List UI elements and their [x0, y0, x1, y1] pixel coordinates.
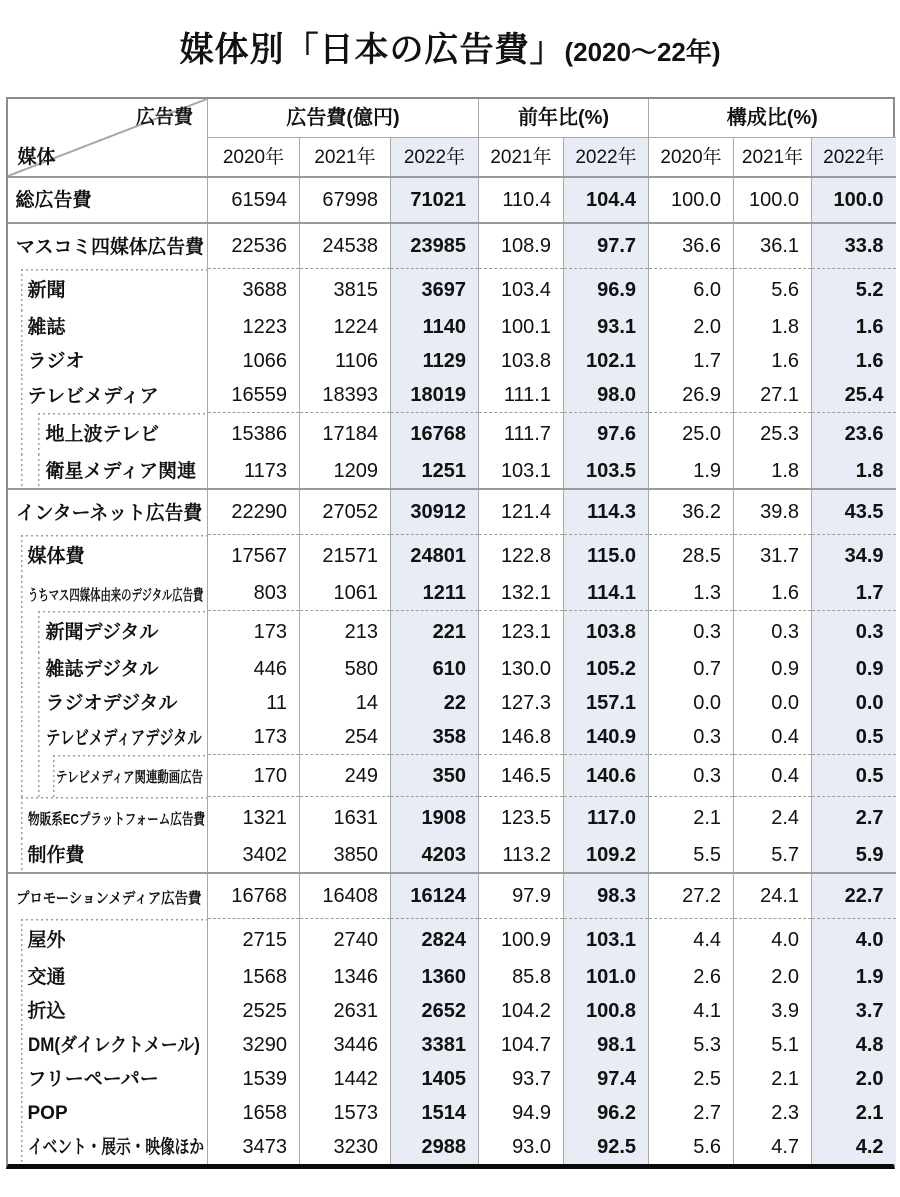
cell-value: 30912: [391, 489, 479, 535]
cell-value: 2652: [391, 994, 479, 1028]
row-label: プロモーションメディア広告費: [8, 873, 208, 919]
table-row: [8, 344, 896, 378]
cell-value: 2.1: [812, 1096, 896, 1130]
cell-value: 36.6: [649, 223, 734, 269]
cell-value: 3230: [300, 1130, 391, 1164]
cell-value: 100.9: [479, 919, 564, 961]
cell-value: 2.5: [649, 1062, 734, 1096]
cell-value: 213: [300, 611, 391, 653]
cell-value: 104.4: [564, 177, 649, 223]
cell-value: 1140: [391, 310, 479, 344]
cell-value: 1539: [208, 1062, 300, 1096]
cell-value: 127.3: [479, 686, 564, 720]
cell-value: 3402: [208, 838, 300, 873]
cell-value: 1346: [300, 960, 391, 994]
cell-value: 2988: [391, 1130, 479, 1164]
cell-value: 96.9: [564, 269, 649, 311]
table-row: [8, 611, 896, 653]
cell-value: 101.0: [564, 960, 649, 994]
table-row: [8, 720, 896, 755]
row-label: 雑誌: [8, 310, 208, 344]
cell-value: 4.0: [812, 919, 896, 961]
cell-value: 1223: [208, 310, 300, 344]
cell-value: 39.8: [734, 489, 812, 535]
cell-value: 0.4: [734, 720, 812, 755]
table-row: [8, 310, 896, 344]
cell-value: 5.1: [734, 1028, 812, 1062]
row-label: インターネット広告費: [8, 489, 208, 535]
cell-value: 803: [208, 576, 300, 611]
cell-value: 122.8: [479, 535, 564, 577]
cell-value: 4.0: [734, 919, 812, 961]
cell-value: 93.1: [564, 310, 649, 344]
cell-value: 610: [391, 652, 479, 686]
cell-value: 103.8: [564, 611, 649, 653]
cell-value: 16768: [391, 413, 479, 455]
column-header-cost-2021: 2021年: [300, 138, 391, 178]
cell-value: 4.2: [812, 1130, 896, 1164]
corner-header-cell: [8, 99, 208, 177]
cell-value: 1066: [208, 344, 300, 378]
cell-value: 446: [208, 652, 300, 686]
corner-label-media: 媒体: [17, 147, 56, 169]
row-label: ラジオ: [8, 344, 208, 378]
cell-value: 16559: [208, 378, 300, 413]
cell-value: 1.6: [812, 310, 896, 344]
column-group-yoy: 前年比(%): [479, 99, 649, 138]
column-header-cost-2020: 2020年: [208, 138, 300, 178]
cell-value: 5.5: [649, 838, 734, 873]
cell-value: 3697: [391, 269, 479, 311]
table-row: [8, 994, 896, 1028]
cell-value: 103.8: [479, 344, 564, 378]
cell-value: 61594: [208, 177, 300, 223]
row-label: イベント・展示・映像ほか: [8, 1130, 208, 1164]
cell-value: 108.9: [479, 223, 564, 269]
table-row: [8, 1028, 896, 1062]
cell-value: 1908: [391, 797, 479, 839]
cell-value: 31.7: [734, 535, 812, 577]
cell-value: 1.8: [734, 310, 812, 344]
cell-value: 0.5: [812, 755, 896, 797]
cell-value: 5.6: [734, 269, 812, 311]
table-row: [8, 454, 896, 489]
cell-value: 173: [208, 720, 300, 755]
cell-value: 93.0: [479, 1130, 564, 1164]
cell-value: 3.9: [734, 994, 812, 1028]
cell-value: 27052: [300, 489, 391, 535]
cell-value: 0.5: [812, 720, 896, 755]
row-label: 新聞デジタル: [8, 611, 208, 653]
cell-value: 2.7: [649, 1096, 734, 1130]
cell-value: 5.9: [812, 838, 896, 873]
cell-value: 17184: [300, 413, 391, 455]
cell-value: 140.6: [564, 755, 649, 797]
cell-value: 2525: [208, 994, 300, 1028]
cell-value: 2.6: [649, 960, 734, 994]
cell-value: 114.3: [564, 489, 649, 535]
table-row: [8, 269, 896, 311]
table-row: [8, 873, 896, 919]
row-label: 交通: [8, 960, 208, 994]
cell-value: 105.2: [564, 652, 649, 686]
cell-value: 11: [208, 686, 300, 720]
cell-value: 67998: [300, 177, 391, 223]
cell-value: 3381: [391, 1028, 479, 1062]
cell-value: 0.4: [734, 755, 812, 797]
cell-value: 4203: [391, 838, 479, 873]
cell-value: 140.9: [564, 720, 649, 755]
cell-value: 1631: [300, 797, 391, 839]
cell-value: 3446: [300, 1028, 391, 1062]
cell-value: 97.6: [564, 413, 649, 455]
cell-value: 0.3: [812, 611, 896, 653]
cell-value: 3.7: [812, 994, 896, 1028]
cell-value: 146.5: [479, 755, 564, 797]
cell-value: 85.8: [479, 960, 564, 994]
cell-value: 16768: [208, 873, 300, 919]
table-row: [8, 960, 896, 994]
row-label: テレビメディアデジタル: [8, 720, 208, 755]
cell-value: 97.7: [564, 223, 649, 269]
cell-value: 4.1: [649, 994, 734, 1028]
table-row: [8, 1096, 896, 1130]
cell-value: 102.1: [564, 344, 649, 378]
cell-value: 98.1: [564, 1028, 649, 1062]
cell-value: 2.4: [734, 797, 812, 839]
cell-value: 0.3: [649, 720, 734, 755]
cell-value: 15386: [208, 413, 300, 455]
cell-value: 2.1: [649, 797, 734, 839]
cell-value: 3290: [208, 1028, 300, 1062]
cell-value: 1.6: [812, 344, 896, 378]
table-row: [8, 797, 896, 839]
cell-value: 117.0: [564, 797, 649, 839]
ad-spend-table: [8, 99, 896, 1164]
column-header-cost-2022: 2022年: [391, 138, 479, 178]
page-title-period: (2020〜22年): [564, 37, 721, 67]
cell-value: 23985: [391, 223, 479, 269]
page-title: [0, 32, 900, 69]
row-label: POP: [8, 1096, 208, 1130]
row-label: 雑誌デジタル: [8, 652, 208, 686]
cell-value: 170: [208, 755, 300, 797]
table-row: [8, 177, 896, 223]
cell-value: 27.2: [649, 873, 734, 919]
cell-value: 110.4: [479, 177, 564, 223]
cell-value: 2.3: [734, 1096, 812, 1130]
cell-value: 103.4: [479, 269, 564, 311]
cell-value: 4.8: [812, 1028, 896, 1062]
cell-value: 0.7: [649, 652, 734, 686]
cell-value: 0.0: [734, 686, 812, 720]
cell-value: 157.1: [564, 686, 649, 720]
cell-value: 1224: [300, 310, 391, 344]
table-body: [8, 177, 896, 1164]
cell-value: 111.7: [479, 413, 564, 455]
cell-value: 3688: [208, 269, 300, 311]
cell-value: 27.1: [734, 378, 812, 413]
cell-value: 100.0: [649, 177, 734, 223]
row-label: うちマス四媒体由来のデジタル広告費: [8, 576, 208, 611]
cell-value: 100.1: [479, 310, 564, 344]
cell-value: 100.8: [564, 994, 649, 1028]
cell-value: 104.7: [479, 1028, 564, 1062]
cell-value: 2.1: [734, 1062, 812, 1096]
cell-value: 254: [300, 720, 391, 755]
cell-value: 1173: [208, 454, 300, 489]
cell-value: 358: [391, 720, 479, 755]
cell-value: 249: [300, 755, 391, 797]
cell-value: 1129: [391, 344, 479, 378]
cell-value: 1573: [300, 1096, 391, 1130]
ad-spend-table-wrap: [6, 97, 895, 1169]
cell-value: 123.1: [479, 611, 564, 653]
cell-value: 96.2: [564, 1096, 649, 1130]
column-header-share-2022: 2022年: [812, 138, 896, 178]
cell-value: 24801: [391, 535, 479, 577]
cell-value: 5.6: [649, 1130, 734, 1164]
table-row: [8, 919, 896, 961]
row-label: 地上波テレビ: [8, 413, 208, 455]
table-row: [8, 378, 896, 413]
cell-value: 1251: [391, 454, 479, 489]
row-label: 新聞: [8, 269, 208, 311]
cell-value: 2824: [391, 919, 479, 961]
row-label: 物販系ECプラットフォーム広告費: [8, 797, 208, 839]
cell-value: 113.2: [479, 838, 564, 873]
cell-value: 1.6: [734, 344, 812, 378]
cell-value: 1.9: [649, 454, 734, 489]
row-label: DM(ダイレクトメール): [8, 1028, 208, 1062]
row-label: ラジオデジタル: [8, 686, 208, 720]
cell-value: 16408: [300, 873, 391, 919]
cell-value: 2631: [300, 994, 391, 1028]
row-label: テレビメディア関連動画広告: [8, 755, 208, 797]
cell-value: 1.8: [734, 454, 812, 489]
cell-value: 22536: [208, 223, 300, 269]
cell-value: 71021: [391, 177, 479, 223]
cell-value: 1.7: [812, 576, 896, 611]
cell-value: 33.8: [812, 223, 896, 269]
cell-value: 350: [391, 755, 479, 797]
cell-value: 36.1: [734, 223, 812, 269]
cell-value: 5.2: [812, 269, 896, 311]
table-row: [8, 489, 896, 535]
cell-value: 24538: [300, 223, 391, 269]
cell-value: 1.9: [812, 960, 896, 994]
cell-value: 4.4: [649, 919, 734, 961]
cell-value: 123.5: [479, 797, 564, 839]
cell-value: 115.0: [564, 535, 649, 577]
cell-value: 103.5: [564, 454, 649, 489]
cell-value: 1514: [391, 1096, 479, 1130]
cell-value: 1321: [208, 797, 300, 839]
cell-value: 3815: [300, 269, 391, 311]
table-row: [8, 1130, 896, 1164]
row-label: テレビメディア: [8, 378, 208, 413]
table-row: [8, 1062, 896, 1096]
cell-value: 121.4: [479, 489, 564, 535]
cell-value: 25.4: [812, 378, 896, 413]
cell-value: 34.9: [812, 535, 896, 577]
row-label: 折込: [8, 994, 208, 1028]
cell-value: 23.6: [812, 413, 896, 455]
column-group-cost: 広告費(億円): [208, 99, 479, 138]
cell-value: 93.7: [479, 1062, 564, 1096]
column-header-yoy-2022: 2022年: [564, 138, 649, 178]
cell-value: 0.9: [734, 652, 812, 686]
cell-value: 103.1: [564, 919, 649, 961]
table-row: [8, 576, 896, 611]
cell-value: 14: [300, 686, 391, 720]
column-group-share: 構成比(%): [649, 99, 896, 138]
cell-value: 25.0: [649, 413, 734, 455]
cell-value: 130.0: [479, 652, 564, 686]
cell-value: 43.5: [812, 489, 896, 535]
cell-value: 6.0: [649, 269, 734, 311]
cell-value: 0.0: [649, 686, 734, 720]
table-row: [8, 413, 896, 455]
cell-value: 104.2: [479, 994, 564, 1028]
cell-value: 92.5: [564, 1130, 649, 1164]
cell-value: 97.4: [564, 1062, 649, 1096]
cell-value: 3850: [300, 838, 391, 873]
cell-value: 1.8: [812, 454, 896, 489]
column-header-yoy-2021: 2021年: [479, 138, 564, 178]
cell-value: 1209: [300, 454, 391, 489]
page-title-main: 媒体別「日本の広告費」: [179, 31, 565, 69]
table-row: [8, 223, 896, 269]
cell-value: 97.9: [479, 873, 564, 919]
cell-value: 28.5: [649, 535, 734, 577]
cell-value: 2715: [208, 919, 300, 961]
cell-value: 18393: [300, 378, 391, 413]
row-label: 総広告費: [8, 177, 208, 223]
cell-value: 580: [300, 652, 391, 686]
cell-value: 1568: [208, 960, 300, 994]
cell-value: 17567: [208, 535, 300, 577]
cell-value: 100.0: [812, 177, 896, 223]
cell-value: 100.0: [734, 177, 812, 223]
cell-value: 24.1: [734, 873, 812, 919]
corner-label-cost: 広告費: [135, 107, 193, 129]
cell-value: 25.3: [734, 413, 812, 455]
cell-value: 16124: [391, 873, 479, 919]
cell-value: 1.6: [734, 576, 812, 611]
cell-value: 2.0: [734, 960, 812, 994]
cell-value: 114.1: [564, 576, 649, 611]
table-row: [8, 686, 896, 720]
cell-value: 111.1: [479, 378, 564, 413]
cell-value: 22290: [208, 489, 300, 535]
cell-value: 2.7: [812, 797, 896, 839]
cell-value: 36.2: [649, 489, 734, 535]
cell-value: 1211: [391, 576, 479, 611]
cell-value: 5.7: [734, 838, 812, 873]
cell-value: 98.0: [564, 378, 649, 413]
cell-value: 22: [391, 686, 479, 720]
column-header-share-2021: 2021年: [734, 138, 812, 178]
cell-value: 18019: [391, 378, 479, 413]
cell-value: 2.0: [649, 310, 734, 344]
row-label: 屋外: [8, 919, 208, 961]
table-row: [8, 535, 896, 577]
cell-value: 1.3: [649, 576, 734, 611]
table-row: [8, 652, 896, 686]
cell-value: 1061: [300, 576, 391, 611]
cell-value: 0.9: [812, 652, 896, 686]
cell-value: 0.3: [649, 611, 734, 653]
cell-value: 98.3: [564, 873, 649, 919]
cell-value: 21571: [300, 535, 391, 577]
cell-value: 94.9: [479, 1096, 564, 1130]
cell-value: 3473: [208, 1130, 300, 1164]
cell-value: 221: [391, 611, 479, 653]
cell-value: 22.7: [812, 873, 896, 919]
cell-value: 0.0: [812, 686, 896, 720]
cell-value: 132.1: [479, 576, 564, 611]
cell-value: 1360: [391, 960, 479, 994]
row-label: 媒体費: [8, 535, 208, 577]
column-header-share-2020: 2020年: [649, 138, 734, 178]
row-label: 衛星メディア関連: [8, 454, 208, 489]
cell-value: 2.0: [812, 1062, 896, 1096]
cell-value: 26.9: [649, 378, 734, 413]
cell-value: 1405: [391, 1062, 479, 1096]
cell-value: 1442: [300, 1062, 391, 1096]
header-group-row: [8, 99, 896, 138]
cell-value: 146.8: [479, 720, 564, 755]
cell-value: 109.2: [564, 838, 649, 873]
cell-value: 5.3: [649, 1028, 734, 1062]
cell-value: 173: [208, 611, 300, 653]
cell-value: 4.7: [734, 1130, 812, 1164]
table-row: [8, 755, 896, 797]
cell-value: 1.7: [649, 344, 734, 378]
cell-value: 0.3: [734, 611, 812, 653]
cell-value: 0.3: [649, 755, 734, 797]
cell-value: 1106: [300, 344, 391, 378]
table-row: [8, 838, 896, 873]
cell-value: 103.1: [479, 454, 564, 489]
row-label: マスコミ四媒体広告費: [8, 223, 208, 269]
cell-value: 1658: [208, 1096, 300, 1130]
row-label: フリーペーパー: [8, 1062, 208, 1096]
cell-value: 2740: [300, 919, 391, 961]
row-label: 制作費: [8, 838, 208, 873]
